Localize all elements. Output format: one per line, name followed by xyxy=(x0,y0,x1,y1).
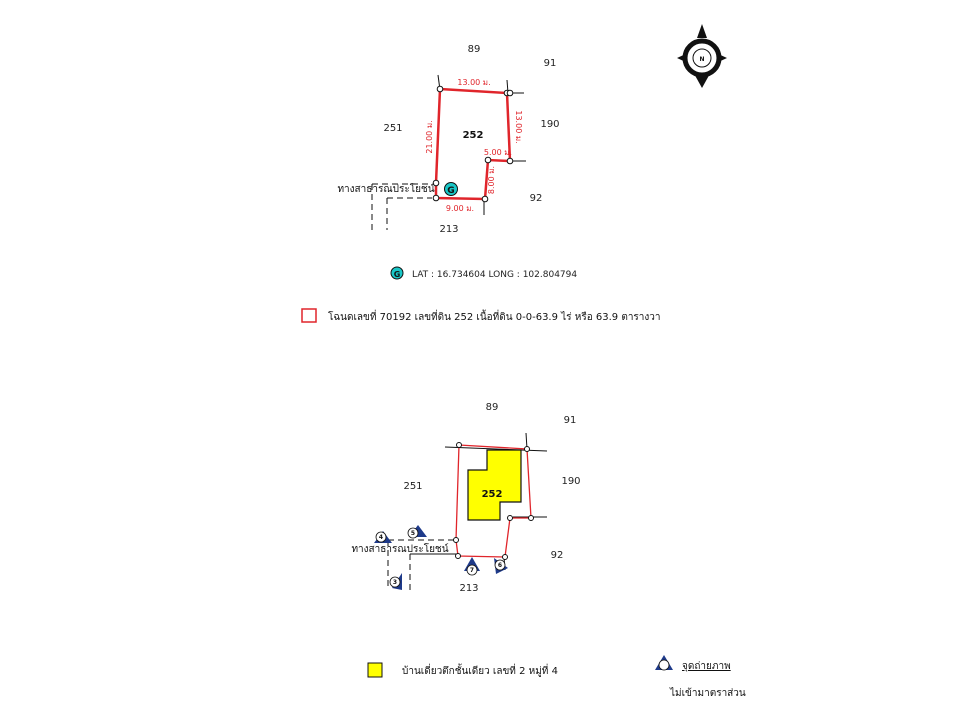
photo-point-3-icon xyxy=(390,573,402,590)
photo-point-4-icon xyxy=(374,531,392,543)
parcel-plan xyxy=(337,44,559,235)
neighbor-251: 251 xyxy=(383,123,403,134)
svg-text:5: 5 xyxy=(410,530,416,537)
svg-text:4: 4 xyxy=(378,534,384,541)
dimension-left: 21.00 ม. xyxy=(425,120,434,154)
neighbor-190: 190 xyxy=(540,119,560,130)
photo-point-5-icon xyxy=(408,525,427,538)
scale-note: ไม่เข้ามาตราส่วน xyxy=(670,688,746,699)
building-number: 252 xyxy=(481,489,503,500)
photo-point-legend-icon xyxy=(655,655,673,670)
deed-description: โฉนดเลขที่ 70192 เลขที่ดิน 252 เนื้อที่ดิน 0-0-63.9 ไร่ หรือ 63.9 ตารางวา xyxy=(328,312,661,323)
svg-text:3: 3 xyxy=(392,579,398,586)
neighbor-190-2: 190 xyxy=(561,476,581,487)
photo-point-7-icon xyxy=(464,557,480,575)
photo-point-6-icon xyxy=(494,558,508,574)
building-plan xyxy=(351,402,580,594)
dimension-bottom: 9.00 ม. xyxy=(445,204,475,213)
road-label-2: ทางสาธารณประโยชน์ xyxy=(351,544,449,555)
svg-text:7: 7 xyxy=(469,567,475,574)
neighbor-89: 89 xyxy=(467,44,481,55)
north-arrow-icon xyxy=(677,24,727,88)
dimension-right: 13.00 ม. xyxy=(514,110,523,144)
svg-text:G: G xyxy=(393,270,401,279)
gps-marker-icon xyxy=(445,183,458,197)
neighbor-89-2: 89 xyxy=(485,402,499,413)
neighbor-92: 92 xyxy=(529,193,543,204)
gps-coordinates: LAT : 16.734604 LONG : 102.804794 xyxy=(412,270,578,280)
building-legend-swatch xyxy=(368,663,382,677)
parcel-number: 252 xyxy=(462,130,484,141)
neighbor-213: 213 xyxy=(439,224,459,235)
deed-legend-swatch xyxy=(302,309,316,322)
compass-label: N xyxy=(699,56,705,63)
building-description: บ้านเดี่ยวตึกชั้นเดียว เลขที่ 2 หมู่ที่ 4 xyxy=(402,666,558,677)
dimension-step: 5.00 ม. xyxy=(483,148,513,157)
svg-text:6: 6 xyxy=(497,562,503,569)
gps-legend xyxy=(391,267,577,280)
neighbor-91: 91 xyxy=(543,58,557,69)
road-label: ทางสาธารณประโยชน์ xyxy=(337,184,435,195)
svg-text:G: G xyxy=(447,186,455,196)
neighbor-91-2: 91 xyxy=(563,415,577,426)
gps-legend-icon xyxy=(391,267,403,279)
dimension-top: 13.00 ม. xyxy=(457,78,491,87)
building-legend xyxy=(368,663,558,677)
deed-legend xyxy=(302,309,661,323)
parcel-boundary xyxy=(436,89,513,199)
neighbor-213-2: 213 xyxy=(459,583,479,594)
neighbor-251-2: 251 xyxy=(403,481,423,492)
building-footprint xyxy=(468,450,521,520)
dimension-inner: 8.00 ม. xyxy=(487,165,496,195)
neighbor-92-2: 92 xyxy=(550,550,564,561)
photo-point-legend xyxy=(655,655,746,699)
photo-point-legend-text: จุดถ่ายภาพ xyxy=(682,661,731,672)
